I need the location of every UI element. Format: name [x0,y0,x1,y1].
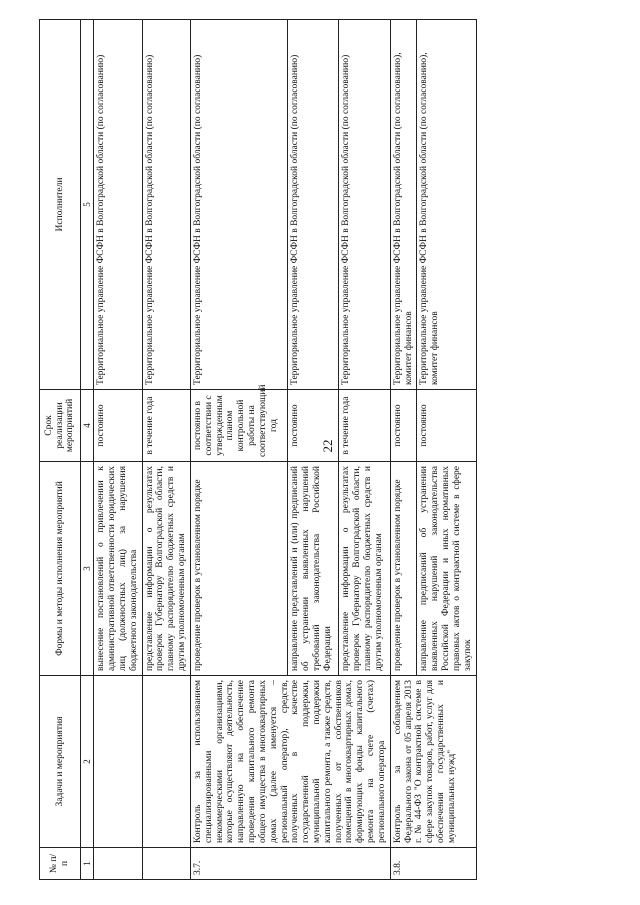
row-form: представление информации о результатах проверок Губернатору Волгоградской области, главному распорядителю бюджетных средств и другим уполномоченным органам [339,462,390,676]
table-header-row [40,20,81,880]
row-task [94,676,142,848]
header-forms: Формы и методы исполнения мероприятий [40,462,81,676]
header-executors: Исполнители [40,20,81,390]
table-row [142,20,190,880]
table-row [94,20,142,880]
col-number: 5 [81,20,94,390]
row-num: 3.7. [190,848,390,880]
row-executor: Территориальное управление ФСФН в Волгоградской области (по согласованию), комитет финансов [417,20,476,390]
row-form: проведение проверок в установленном порядке [390,462,417,676]
col-number: 2 [81,676,94,848]
row-executor: Территориальное управление ФСФН в Волгоградской области (по согласованию) [288,20,339,390]
page-number: 22 [320,439,335,453]
row-term: постоянно [94,390,142,462]
row-executor: Территориальное управление ФСФН в Волгоградской области (по согласованию) [94,20,142,390]
row-task [142,676,190,848]
row-form: вынесение постановлений о привлечении к административной ответственности юридических лиц (должностных лиц) за нарушения бюджетного законодательства [94,462,142,676]
col-number: 3 [81,462,94,676]
header-tasks: Задачи и мероприятия [40,676,81,848]
row-executor: Территориальное управление ФСФН в Волгоградской области (по согласованию) [142,20,190,390]
row-executor: Территориальное управление ФСФН в Волгоградской области (по согласованию), комитет финансов [390,20,417,390]
row-term: постоянно в соответствии с утвержденным планом контрольной работы на соответствующий год [190,390,287,462]
row-term: постоянно [390,390,417,462]
header-num: № п/п [40,848,81,880]
row-form: представление информации о результатах проверок Губернатору Волгоградской области, главному распорядителю бюджетных средств и другим уполномоченным органам [142,462,190,676]
row-num [94,848,142,880]
row-form: направление представлений и (или) предписаний об устранении выявленных нарушений требований законодательства Российской Федерации [288,462,339,676]
row-executor: Территориальное управление ФСФН в Волгоградской области (по согласованию) [190,20,287,390]
header-term: Срок реализации мероприятий [40,390,81,462]
table-row [390,20,417,880]
row-task: Контроль за соблюдением Федерального закона от 05 апреля 2013 г. № 44-ФЗ "О контрактной системе в сфере закупок товаров, работ, услуг для обеспечения государственных и муниципальных нужд" [390,676,476,848]
row-executor: Территориальное управление ФСФН в Волгоградской области (по согласованию) [339,20,390,390]
action-plan-table [39,19,477,880]
row-form: направление предписаний об устранении выявленных нарушений законодательства Российской Федерации и иных нормативных правовых актов о контрактной системе в сфере закупок [417,462,476,676]
row-term: в течение года [339,390,390,462]
rotated-table-container [39,20,614,880]
row-num: 3.8. [390,848,476,880]
row-term: постоянно [417,390,476,462]
row-task: Контроль за использованием специализированными некоммерческими организациями, которые осуществляют деятельность, направленную на обеспечение проведения капитального ремонта общего имущества в многоквартирных домах (далее именуется – региональный оператор), средств, полученных в качестве государственной поддержки, муниципальной поддержки капитального ремонта, а также средств, полученных от собственников помещений в многоквартирных домах, формирующих фонды капитального ремонта на счете (счетах) регионального оператора [190,676,390,848]
col-number: 1 [81,848,94,880]
row-form: проведение проверок в установленном порядке [190,462,287,676]
row-term: постоянно [288,390,339,462]
column-number-row [81,20,94,880]
row-num [142,848,190,880]
col-number: 4 [81,390,94,462]
row-term: в течение года [142,390,190,462]
table-row [190,20,287,880]
